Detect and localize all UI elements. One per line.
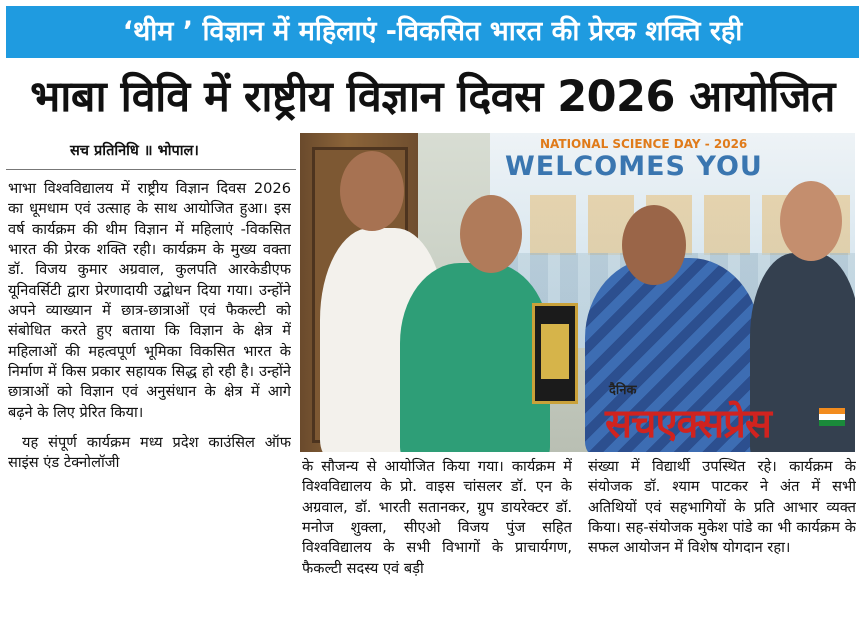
article-paragraph: संख्या में विद्यार्थी उपस्थित रहे। कार्यक्रम के संयोजक डॉ. श्याम पाटकर ने अंत में सभी अतिथियों एवं सहभागियों के प्रति आभार व्यक्त किया। सह-संयोजक मुकेश पांडे का भी कार्यक्रम के सफल आयोजन में विशेष योगदान रहा। (588, 458, 856, 557)
welcome-banner-main-text: WELCOMES YOU (505, 151, 763, 182)
welcome-banner-top-text: NATIONAL SCIENCE DAY - 2026 (540, 137, 748, 151)
theme-banner (6, 6, 859, 58)
logo-main-text: सचएक्सप्रेस (605, 401, 771, 447)
award-plaque (532, 303, 578, 404)
article-column-1 (8, 179, 291, 629)
person-left-head (340, 151, 404, 231)
headline: भाबा विवि में राष्ट्रीय विज्ञान दिवस 2026 आयोजित (30, 72, 835, 122)
byline-divider (6, 169, 296, 170)
person-center-left (400, 263, 550, 452)
person-center-left-head (460, 195, 522, 273)
article-paragraph: भाभा विश्वविद्यालय में राष्ट्रीय विज्ञान दिवस 2026 का धूमधाम एवं उत्साह के साथ आयोजित हुआ। इस वर्ष कार्यक्रम की थीम विज्ञान में महिलाएं -विकसित भारत की प्रेरक शक्ति रही। कार्यक्रम के मुख्य वक्ता डॉ. विजय कुमार अग्रवाल, कुलपति आरकेडीएफ यूनिवर्सिटी द्वारा प्रेरणादायी उद्बोधन दिया गया। उन्होंने अपने व्याख्यान में छात्र-छात्राओं एवं फैकल्टी को संबोधित करते हुए बताया कि विज्ञान के क्षेत्र में महिलाओं की महत्वपूर्ण भूमिका विकसित भारत के निर्माण में किस प्रकार सहायक सिद्ध हो रही है। उन्होंने छात्राओं को विज्ञान एवं अनुसंधान के क्षेत्र में आगे बढ़ने के लिए प्रेरित किया। (8, 180, 291, 421)
byline: सच प्रतिनिधि ॥ भोपाल। (70, 143, 199, 159)
article-paragraph: यह संपूर्ण कार्यक्रम मध्य प्रदेश काउंसिल ऑफ साइंस एंड टेक्नोलॉजी (8, 434, 291, 472)
logo-small-text: दैनिक (609, 383, 637, 398)
theme-banner-text: ‘थीम ’ विज्ञान में महिलाएं -विकसित भारत की प्रेरक शक्ति रही (122, 16, 743, 47)
newspaper-logo (605, 380, 855, 452)
person-right-head (780, 181, 842, 261)
tricolor-flag-icon (819, 408, 845, 426)
article-column-3 (588, 457, 856, 629)
article-column-2 (302, 457, 572, 629)
person-center-right-head (622, 205, 686, 285)
article-paragraph: के सौजन्य से आयोजित किया गया। कार्यक्रम में विश्वविद्यालय के प्रो. वाइस चांसलर डॉ. एन के अग्रवाल, डॉ. भारती सतानकर, ग्रुप डायरेक्टर डॉ. मनोज शुक्ला, सीएओ विजय पुंज सहित विश्वविद्यालय के सभी विभागों के प्राचार्यगण, फैकल्टी सदस्य एवं बड़ी (302, 458, 572, 577)
